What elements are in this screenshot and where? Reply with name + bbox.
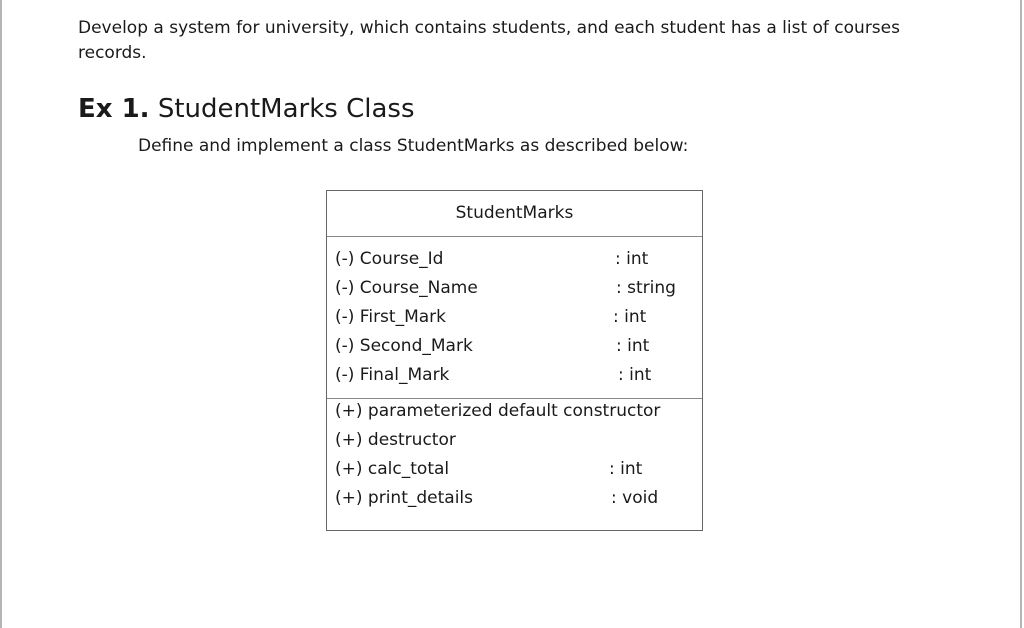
attribute-name: (-) Final_Mark [335, 365, 450, 385]
attribute-name: (-) Course_Id [335, 249, 444, 269]
uml-attribute-row [335, 332, 695, 361]
exercise-title: StudentMarks Class [157, 94, 415, 124]
attribute-type: : int [613, 307, 647, 327]
exercise-number: Ex 1. [78, 94, 150, 124]
uml-class-diagram [326, 190, 703, 531]
attribute-name: (-) Course_Name [335, 278, 478, 298]
attribute-type: : int [616, 336, 650, 356]
method-name: (+) print_details [335, 488, 473, 508]
method-name: (+) calc_total [335, 459, 450, 479]
attribute-type: : int [618, 365, 652, 385]
uml-attribute-row [335, 245, 695, 274]
method-return-type: : int [609, 459, 643, 479]
uml-method-row [335, 455, 695, 484]
exercise-description: Define and implement a class StudentMarks as described below: [138, 136, 689, 156]
uml-method-row [335, 397, 695, 426]
method-name: (+) destructor [335, 430, 456, 450]
attribute-name: (-) First_Mark [335, 307, 446, 327]
intro-paragraph: Develop a system for university, which contains students, and each student has a list of courses records. [78, 18, 900, 63]
method-return-type: : void [611, 488, 659, 508]
attribute-type: : int [615, 249, 649, 269]
uml-attribute-row [335, 274, 695, 303]
uml-methods-section [327, 399, 702, 530]
attribute-type: : string [616, 278, 676, 298]
exercise-heading [78, 92, 415, 126]
uml-class-name: StudentMarks [327, 191, 702, 237]
uml-attribute-row [335, 303, 695, 332]
uml-method-row [335, 426, 695, 455]
uml-method-row [335, 484, 695, 513]
method-name: (+) parameterized default constructor [335, 401, 661, 421]
uml-attribute-row [335, 361, 695, 390]
uml-attributes-section [327, 237, 702, 399]
attribute-name: (-) Second_Mark [335, 336, 473, 356]
